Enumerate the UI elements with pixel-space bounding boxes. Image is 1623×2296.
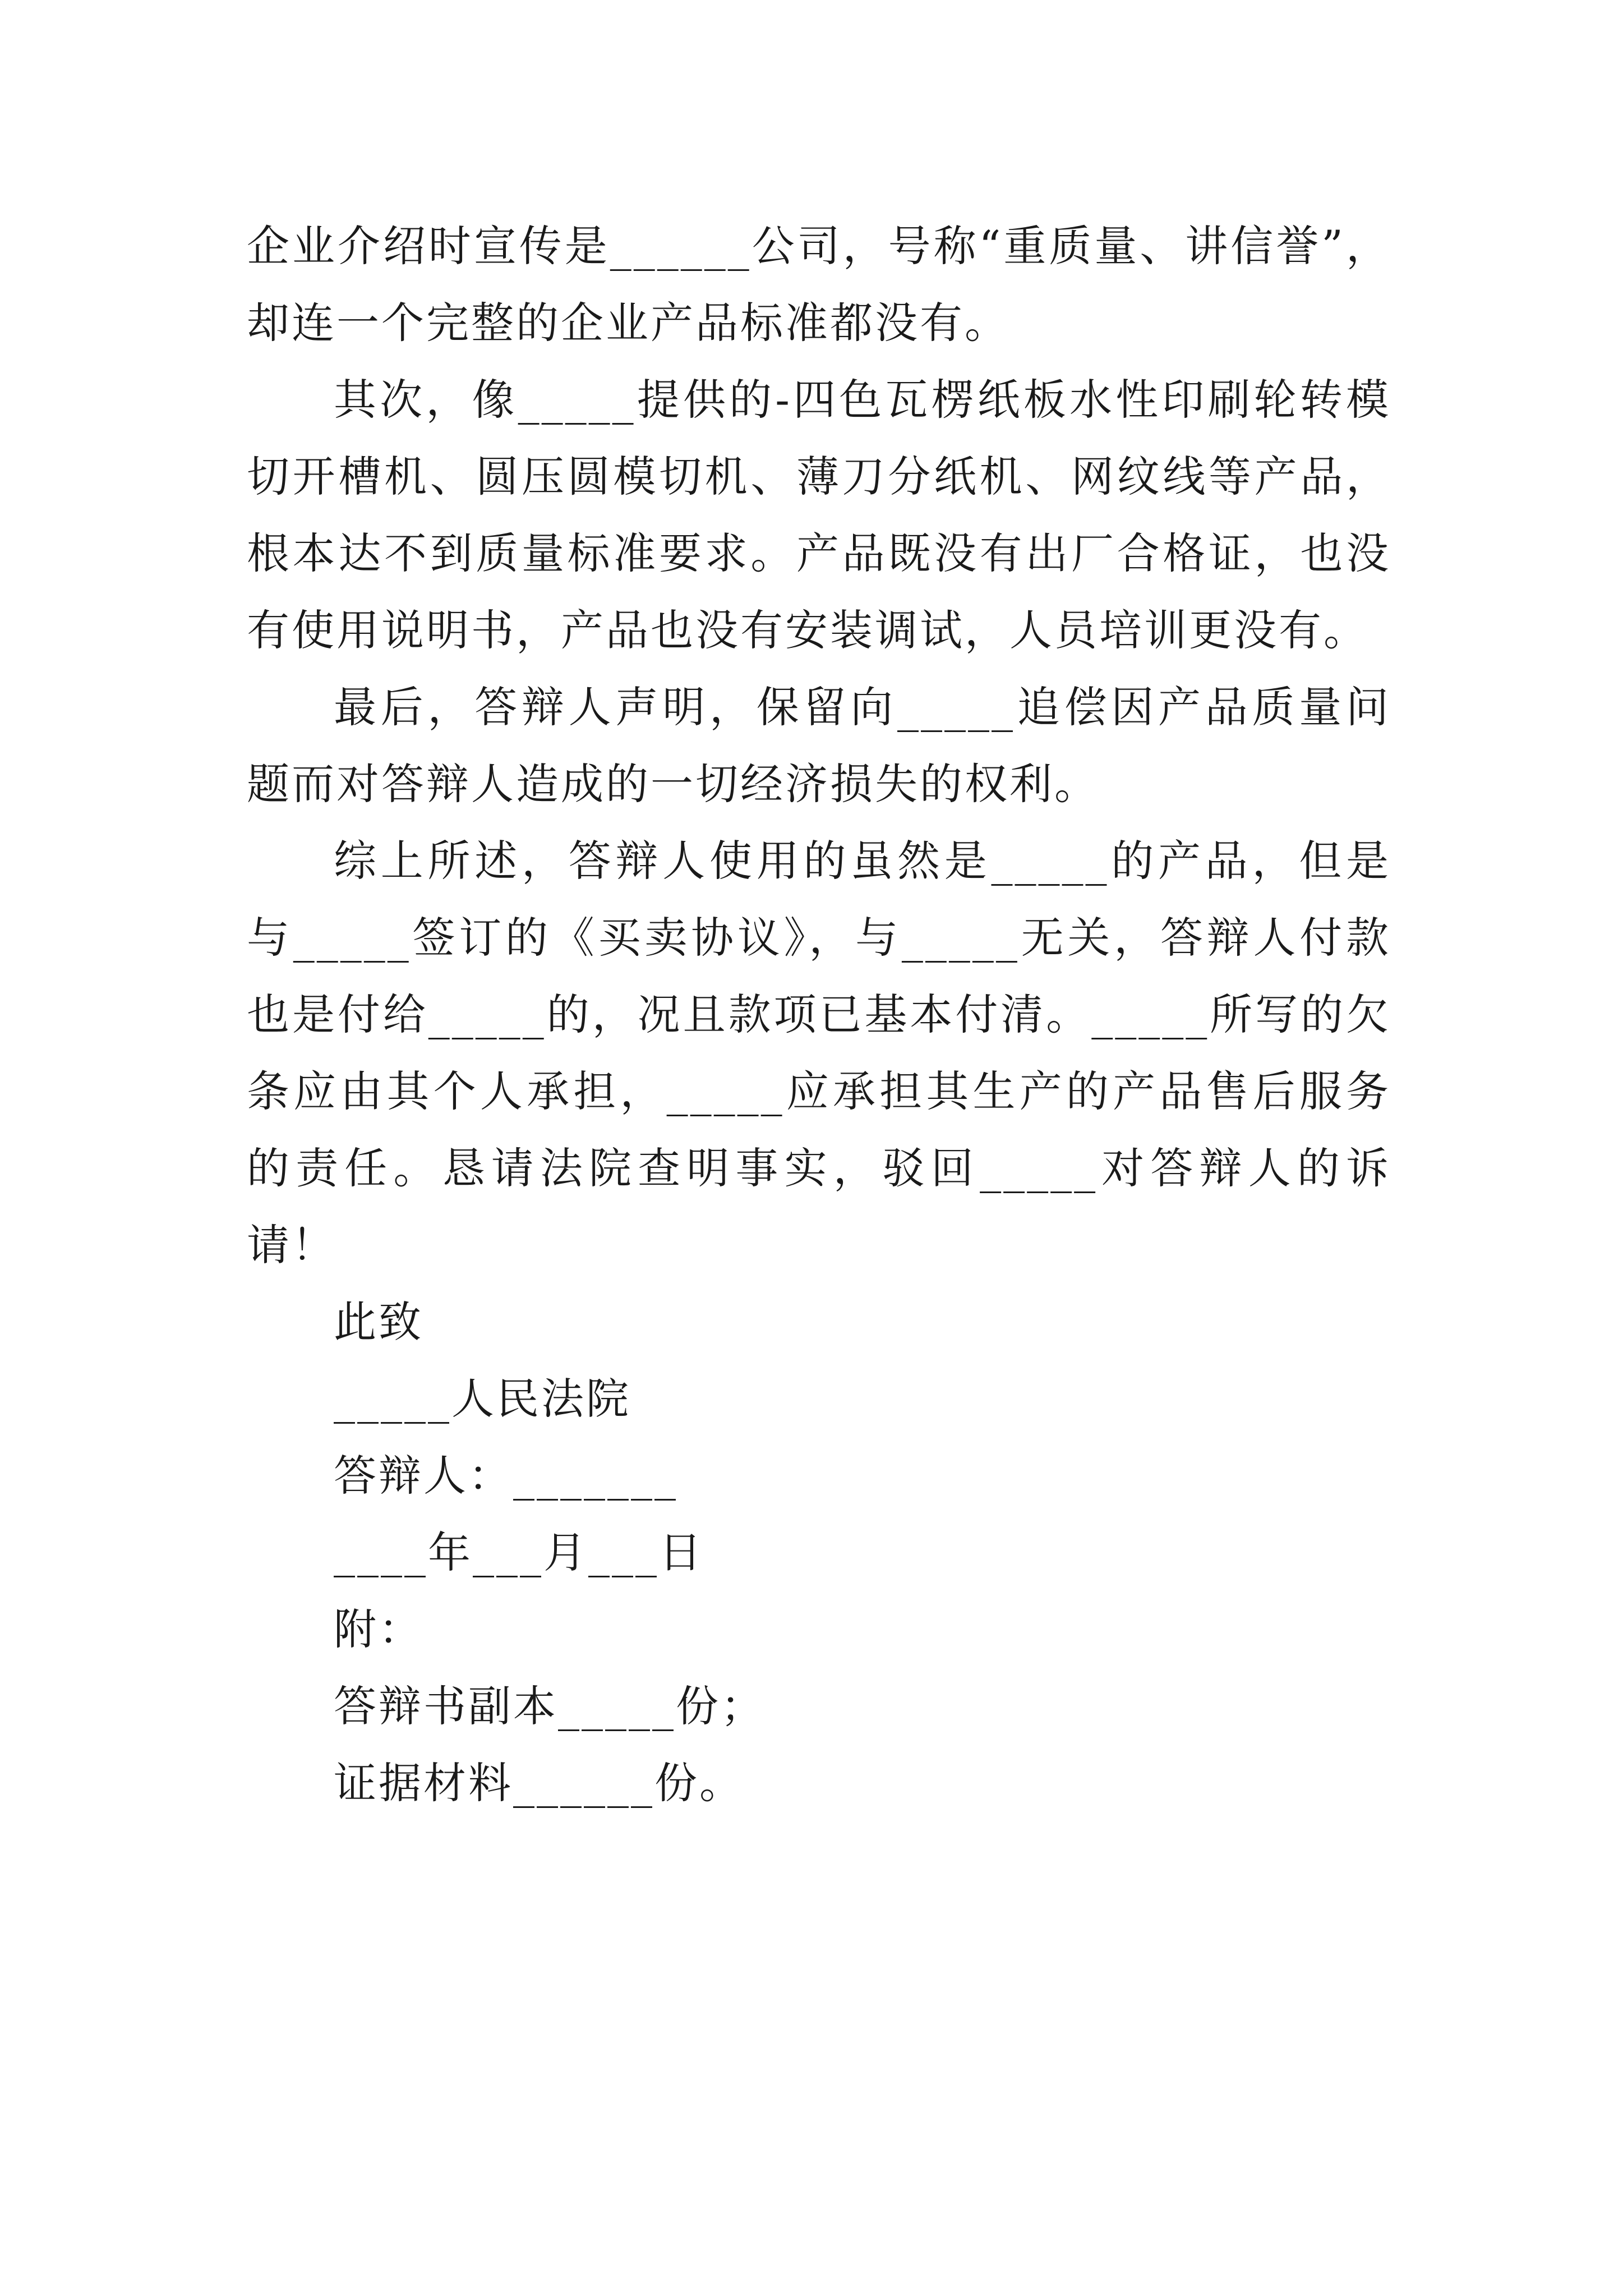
closing-court: _____人民法院	[334, 1374, 631, 1424]
paragraph-company-claim: 企业介绍时宣传是______公司，号称“重质量、讲信誉”，却连一个完整的企业产品标准都没有。	[247, 221, 1391, 348]
closing-respondent: 答辩人：_______	[334, 1451, 678, 1501]
paragraph-reservation-of-rights: 最后，答辩人声明，保留向_____追偿因产品质量问题而对答辩人造成的一切经济损失的权利。	[247, 682, 1391, 809]
closing-salutation: 此致	[334, 1297, 423, 1347]
attachment-label: 附：	[334, 1604, 423, 1654]
attachment-evidence: 证据材料______份。	[334, 1758, 744, 1808]
attachment-copies: 答辩书副本_____份；	[334, 1681, 766, 1731]
closing-date: ____年___月___日	[334, 1527, 704, 1577]
document-body	[247, 208, 1391, 1821]
paragraph-summary: 综上所述，答辩人使用的虽然是_____的产品，但是与_____签订的《买卖协议》，与_____无关，答辩人付款也是付给_____的，况且款项已基本付清。_____所写的欠条应由其个人承担，_____应承担其生产的产品售后服务的责任。恳请法院查明事实，驳回_____对答辩人的诉请！	[247, 836, 1391, 1270]
paragraph-product-quality: 其次，像_____提供的-四色瓦楞纸板水性印刷轮转模切开槽机、圆压圆模切机、薄刀分纸机、网纹线等产品，根本达不到质量标准要求。产品既没有出厂合格证，也没有使用说明书，产品也没有安装调试，人员培训更没有。	[247, 375, 1391, 655]
